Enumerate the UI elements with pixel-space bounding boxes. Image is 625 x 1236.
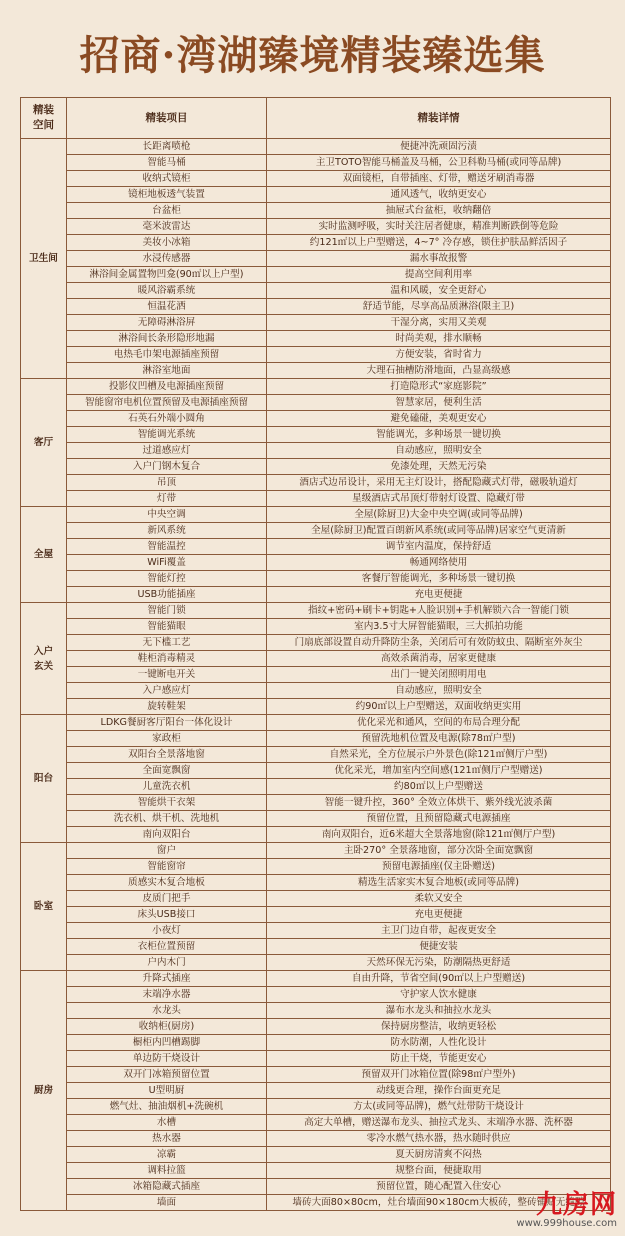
table-row — [21, 155, 611, 171]
detail-cell: 南向双阳台，近6米超大全景落地窗(除121㎡侧厅户型) — [267, 827, 611, 843]
table-row — [21, 1099, 611, 1115]
table-row — [21, 923, 611, 939]
detail-cell: 时尚美观，排水顺畅 — [267, 331, 611, 347]
item-cell: 衣柜位置预留 — [67, 939, 267, 955]
table-row — [21, 219, 611, 235]
table-row — [21, 1035, 611, 1051]
watermark-logo: 九房网 — [535, 1190, 617, 1220]
detail-cell: 酒店式边吊设计，采用无主灯设计，搭配隐藏式灯带，磁吸轨道灯 — [267, 475, 611, 491]
item-cell: 南向双阳台 — [67, 827, 267, 843]
item-cell: U型明厨 — [67, 1083, 267, 1099]
item-cell: 电热毛巾架电源插座预留 — [67, 347, 267, 363]
detail-cell: 防止干烧，节能更安心 — [267, 1051, 611, 1067]
table-row — [21, 315, 611, 331]
detail-cell: 便捷冲洗顽固污渍 — [267, 139, 611, 155]
item-cell: 石英石外端小圆角 — [67, 411, 267, 427]
header-detail: 精装详情 — [267, 98, 611, 139]
table-row — [21, 523, 611, 539]
detail-cell: 调节室内温度，保持舒适 — [267, 539, 611, 555]
detail-cell: 预留位置，随心配置入住安心 — [267, 1179, 611, 1195]
detail-cell: 约80㎡以上户型赠送 — [267, 779, 611, 795]
section-category — [21, 603, 67, 715]
item-cell: 灯带 — [67, 491, 267, 507]
detail-cell: 星级酒店式吊顶灯带射灯设置、隐藏灯带 — [267, 491, 611, 507]
item-cell: 燃气灶、抽油烟机+洗碗机 — [67, 1099, 267, 1115]
detail-cell: 零冷水燃气热水器，热水随时供应 — [267, 1131, 611, 1147]
item-cell: 智能温控 — [67, 539, 267, 555]
detail-cell: 大理石抽槽防滑地面，凸显高级感 — [267, 363, 611, 379]
detail-cell: 优化采光，增加室内空间感(121㎡侧厅户型赠送) — [267, 763, 611, 779]
item-cell: 床头USB接口 — [67, 907, 267, 923]
detail-cell: 方太(或同等品牌)，燃气灶带防干烧设计 — [267, 1099, 611, 1115]
item-cell: 新风系统 — [67, 523, 267, 539]
item-cell: 墙面 — [67, 1195, 267, 1211]
table-row — [21, 651, 611, 667]
detail-cell: 干湿分离，实用又美观 — [267, 315, 611, 331]
table-row — [21, 459, 611, 475]
detail-cell: 夏天厨房清爽不闷热 — [267, 1147, 611, 1163]
detail-cell: 门扇底部设置自动升降防尘条，关闭后可有效防蚊虫、隔断室外灰尘 — [267, 635, 611, 651]
table-row — [21, 667, 611, 683]
detail-cell: 精选生活家实木复合地板(或同等品牌) — [267, 875, 611, 891]
detail-cell: 防水防潮，人性化设计 — [267, 1035, 611, 1051]
table-row — [21, 235, 611, 251]
header-item: 精装项目 — [67, 98, 267, 139]
item-cell: 淋浴间金属置物凹龛(90㎡以上户型) — [67, 267, 267, 283]
detail-cell: 充电更便捷 — [267, 587, 611, 603]
table-row — [21, 171, 611, 187]
item-cell: 无障碍淋浴屏 — [67, 315, 267, 331]
item-cell: 冰箱隐藏式插座 — [67, 1179, 267, 1195]
detail-cell: 优化采光和通风，空间的布局合理分配 — [267, 715, 611, 731]
detail-cell: 预留洗地机位置及电源(除78㎡户型) — [267, 731, 611, 747]
detail-cell: 守护家人饮水健康 — [267, 987, 611, 1003]
item-cell: 智能窗帘 — [67, 859, 267, 875]
table-row — [21, 987, 611, 1003]
watermark-url: www.999house.com — [516, 1218, 617, 1229]
section-category-label: 客厅 — [33, 437, 54, 448]
detail-cell: 预留电源插座(仅主卧赠送) — [267, 859, 611, 875]
detail-cell: 抽屉式台盆柜，收纳翻倍 — [267, 203, 611, 219]
item-cell: 单边防干烧设计 — [67, 1051, 267, 1067]
item-cell: 镜柜地板透气装置 — [67, 187, 267, 203]
item-cell: 长距离喷枪 — [67, 139, 267, 155]
item-cell: 户内木门 — [67, 955, 267, 971]
item-cell: 鞋柜消毒精灵 — [67, 651, 267, 667]
item-cell: 洗衣机、烘干机、洗地机 — [67, 811, 267, 827]
item-cell: 智能烘干衣架 — [67, 795, 267, 811]
detail-cell: 主卧270° 全景落地窗，部分次卧全面宽飘窗 — [267, 843, 611, 859]
table-row — [21, 443, 611, 459]
item-cell: 升降式插座 — [67, 971, 267, 987]
detail-cell: 漏水事故报警 — [267, 251, 611, 267]
table-row — [21, 907, 611, 923]
table-row — [21, 1147, 611, 1163]
detail-cell: 打造隐形式“家庭影院” — [267, 379, 611, 395]
detail-cell: 温和风暖，安全更舒心 — [267, 283, 611, 299]
table-row — [21, 411, 611, 427]
table-row — [21, 619, 611, 635]
table-row — [21, 555, 611, 571]
detail-cell: 实时监测呼吸，实时关注居者健康，精准判断跌倒等危险 — [267, 219, 611, 235]
item-cell: 淋浴室地面 — [67, 363, 267, 379]
detail-cell: 主卫门边自带，起夜更安全 — [267, 923, 611, 939]
detail-cell: 充电更便捷 — [267, 907, 611, 923]
item-cell: 毫米波雷达 — [67, 219, 267, 235]
table-row — [21, 267, 611, 283]
item-cell: 水浸传感器 — [67, 251, 267, 267]
item-cell: 入户门钢木复合 — [67, 459, 267, 475]
table-row — [21, 1163, 611, 1179]
table-row — [21, 603, 611, 619]
item-cell: 美妆小冰箱 — [67, 235, 267, 251]
table-row — [21, 587, 611, 603]
table-row — [21, 827, 611, 843]
detail-cell: 智慧家居，便利生活 — [267, 395, 611, 411]
item-cell: 淋浴间长条形隐形地漏 — [67, 331, 267, 347]
detail-cell: 避免磕碰，美观更安心 — [267, 411, 611, 427]
table-row — [21, 347, 611, 363]
detail-cell: 预留位置，且预留隐藏式电源插座 — [267, 811, 611, 827]
item-cell: 无下槛工艺 — [67, 635, 267, 651]
item-cell: 入户感应灯 — [67, 683, 267, 699]
table-row — [21, 1003, 611, 1019]
table-row — [21, 379, 611, 395]
detail-cell: 自动感应，照明安全 — [267, 443, 611, 459]
item-cell: 中央空调 — [67, 507, 267, 523]
table-row — [21, 795, 611, 811]
item-cell: 旋转鞋架 — [67, 699, 267, 715]
item-cell: 家政柜 — [67, 731, 267, 747]
section-category — [21, 843, 67, 971]
detail-cell: 室内3.5寸大屏智能猫眼，三大抓拍功能 — [267, 619, 611, 635]
table-body — [21, 139, 611, 1211]
item-cell: 末端净水器 — [67, 987, 267, 1003]
detail-cell: 出门一键关闭照明用电 — [267, 667, 611, 683]
item-cell: 全面宽飘窗 — [67, 763, 267, 779]
detail-cell: 全屋(除厨卫)配置百朗新风系统(或同等品牌)居家空气更清新 — [267, 523, 611, 539]
detail-cell: 预留双开门冰箱位置(除98㎡户型外) — [267, 1067, 611, 1083]
spec-table — [20, 97, 611, 1211]
table-row — [21, 843, 611, 859]
section-category — [21, 379, 67, 507]
detail-cell: 指纹+密码+刷卡+钥匙+人脸识别+手机解锁六合一智能门锁 — [267, 603, 611, 619]
table-row — [21, 811, 611, 827]
item-cell: 暖风浴霸系统 — [67, 283, 267, 299]
header-space-text: 精装 空间 — [33, 104, 54, 131]
item-cell: 橱柜内凹槽踢脚 — [67, 1035, 267, 1051]
item-cell: 水槽 — [67, 1115, 267, 1131]
item-cell: 双开门冰箱预留位置 — [67, 1067, 267, 1083]
table-row — [21, 427, 611, 443]
table-row — [21, 731, 611, 747]
detail-cell: 客餐厅智能调光，多种场景一键切换 — [267, 571, 611, 587]
table-row — [21, 955, 611, 971]
table-row — [21, 363, 611, 379]
detail-cell: 自然采光，全方位展示户外景色(除121㎡侧厅户型) — [267, 747, 611, 763]
detail-cell: 高效杀菌消毒，居家更健康 — [267, 651, 611, 667]
section-category-label: 全屋 — [33, 549, 54, 560]
detail-cell: 免漆处理，天然无污染 — [267, 459, 611, 475]
item-cell: 一键断电开关 — [67, 667, 267, 683]
watermark — [516, 1192, 617, 1230]
item-cell: 收纳柜(厨房) — [67, 1019, 267, 1035]
detail-cell: 通风透气，收纳更安心 — [267, 187, 611, 203]
table-row — [21, 283, 611, 299]
table-row — [21, 747, 611, 763]
table-row — [21, 683, 611, 699]
table-header-row — [21, 98, 611, 139]
detail-cell: 智能调光，多种场景一键切换 — [267, 427, 611, 443]
table-row — [21, 475, 611, 491]
item-cell: 智能窗帘电机位置预留及电源插座预留 — [67, 395, 267, 411]
table-row — [21, 1083, 611, 1099]
item-cell: 智能门锁 — [67, 603, 267, 619]
table-row — [21, 539, 611, 555]
detail-cell: 柔软又安全 — [267, 891, 611, 907]
item-cell: 皮质门把手 — [67, 891, 267, 907]
item-cell: 小夜灯 — [67, 923, 267, 939]
table-row — [21, 715, 611, 731]
section-category-label: 入户 玄关 — [33, 645, 54, 672]
table-row — [21, 571, 611, 587]
detail-cell: 主卫TOTO智能马桶盖及马桶，公卫科勒马桶(或同等品牌) — [267, 155, 611, 171]
item-cell: 台盆柜 — [67, 203, 267, 219]
table-row — [21, 779, 611, 795]
item-cell: 智能猫眼 — [67, 619, 267, 635]
table-row — [21, 763, 611, 779]
detail-cell: 全屋(除厨卫)大金中央空调(或同等品牌) — [267, 507, 611, 523]
detail-cell: 方便安装，省时省力 — [267, 347, 611, 363]
item-cell: 调料拉篮 — [67, 1163, 267, 1179]
section-category — [21, 971, 67, 1211]
item-cell: 凉霸 — [67, 1147, 267, 1163]
table-row — [21, 859, 611, 875]
table-row — [21, 331, 611, 347]
item-cell: 吊顶 — [67, 475, 267, 491]
section-category — [21, 139, 67, 379]
table-row — [21, 491, 611, 507]
item-cell: 过道感应灯 — [67, 443, 267, 459]
detail-cell: 畅通网络使用 — [267, 555, 611, 571]
item-cell: 双阳台全景落地窗 — [67, 747, 267, 763]
section-category-label: 卧室 — [33, 901, 54, 912]
table-row — [21, 1131, 611, 1147]
item-cell: 智能马桶 — [67, 155, 267, 171]
detail-cell: 天然环保无污染，防潮隔热更舒适 — [267, 955, 611, 971]
detail-cell: 自由升降，节省空间(90㎡以上户型赠送) — [267, 971, 611, 987]
detail-cell: 便捷安装 — [267, 939, 611, 955]
item-cell: 质感实木复合地板 — [67, 875, 267, 891]
item-cell: 热水器 — [67, 1131, 267, 1147]
detail-cell: 双面镜柜，自带插座、灯带，赠送牙刷消毒器 — [267, 171, 611, 187]
section-category — [21, 507, 67, 603]
item-cell: 投影仪凹槽及电源插座预留 — [67, 379, 267, 395]
header-space — [21, 98, 67, 139]
table-row — [21, 187, 611, 203]
section-category — [21, 715, 67, 843]
table-row — [21, 299, 611, 315]
item-cell: USB功能插座 — [67, 587, 267, 603]
table-row — [21, 1067, 611, 1083]
detail-cell: 规整台面，便捷取用 — [267, 1163, 611, 1179]
item-cell: WiFi覆盖 — [67, 555, 267, 571]
table-row — [21, 507, 611, 523]
table-row — [21, 1115, 611, 1131]
table-row — [21, 699, 611, 715]
detail-cell: 智能一键升控，360° 全效立体烘干、紫外线光波杀菌 — [267, 795, 611, 811]
item-cell: 窗户 — [67, 843, 267, 859]
table-row — [21, 1051, 611, 1067]
item-cell: 恒温花洒 — [67, 299, 267, 315]
item-cell: LDKG餐厨客厅阳台一体化设计 — [67, 715, 267, 731]
table-row — [21, 251, 611, 267]
detail-cell: 高定大单槽，赠送瀑布龙头、抽拉式龙头、末端净水器、洗杯器 — [267, 1115, 611, 1131]
detail-cell: 瀑布水龙头和抽拉水龙头 — [267, 1003, 611, 1019]
item-cell: 水龙头 — [67, 1003, 267, 1019]
table-row — [21, 875, 611, 891]
table-row — [21, 1019, 611, 1035]
detail-cell: 提高空间利用率 — [267, 267, 611, 283]
table-row — [21, 203, 611, 219]
table-row — [21, 139, 611, 155]
item-cell: 智能灯控 — [67, 571, 267, 587]
detail-cell: 约90㎡以上户型赠送，双面收纳更实用 — [267, 699, 611, 715]
detail-cell: 自动感应，照明安全 — [267, 683, 611, 699]
detail-cell: 约121㎡以上户型赠送，4~7° 冷存感，锁住护肤品鲜活因子 — [267, 235, 611, 251]
section-category-label: 阳台 — [33, 773, 54, 784]
detail-cell: 舒适节能，尽享高品质淋浴(限主卫) — [267, 299, 611, 315]
table-row — [21, 891, 611, 907]
table-row — [21, 971, 611, 987]
item-cell: 儿童洗衣机 — [67, 779, 267, 795]
section-category-label: 卫生间 — [29, 253, 58, 264]
page-title: 招商·湾湖臻境精装臻选集 — [79, 32, 546, 79]
detail-cell: 墙砖大面80×80cm，灶台墙面90×180cm大板砖，整砖铺贴无缝隙 — [267, 1195, 611, 1211]
table-row — [21, 939, 611, 955]
detail-cell: 保持厨房整洁，收纳更轻松 — [267, 1019, 611, 1035]
section-category-label: 厨房 — [33, 1085, 54, 1096]
table-row — [21, 635, 611, 651]
item-cell: 智能调光系统 — [67, 427, 267, 443]
table-row — [21, 395, 611, 411]
detail-cell: 动线更合理，操作台面更充足 — [267, 1083, 611, 1099]
item-cell: 收纳式镜柜 — [67, 171, 267, 187]
